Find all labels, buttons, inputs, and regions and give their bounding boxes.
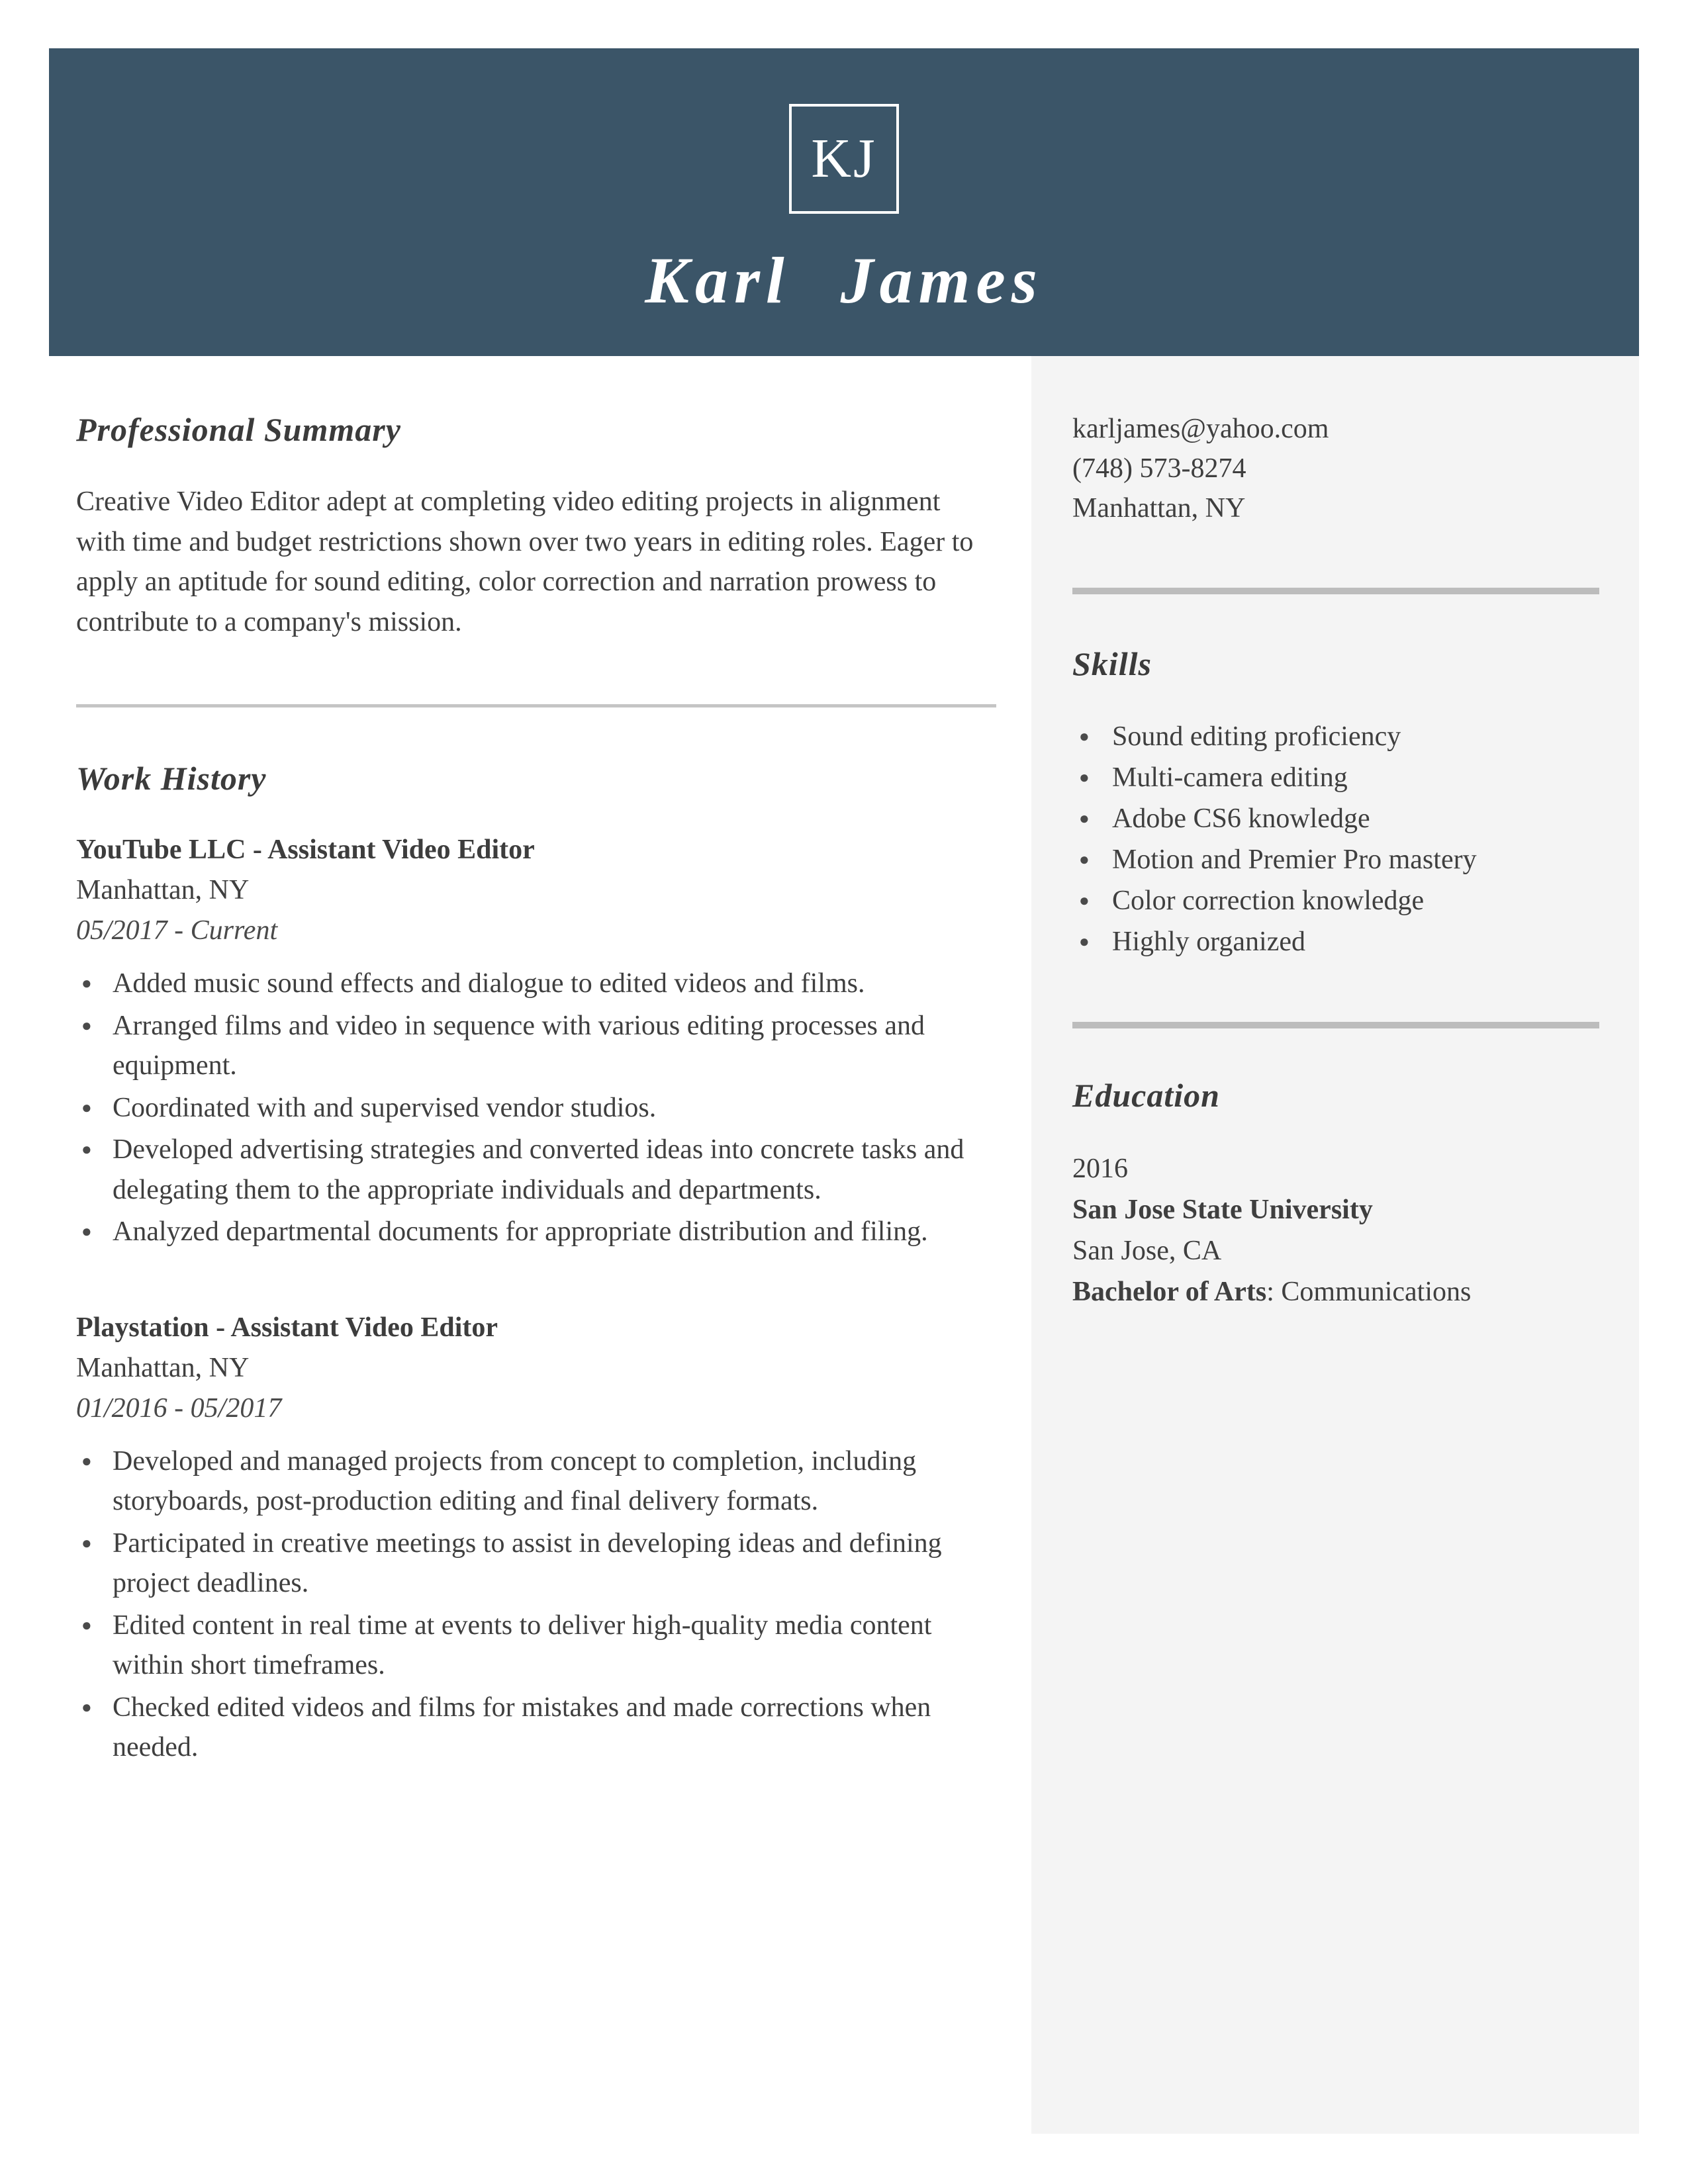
job-bullet: ● Added music sound effects and dialogue to edited videos and films. (76, 964, 996, 1004)
job-bullet: ● Participated in creative meetings to assist in developing ideas and defining project deadlines. (76, 1524, 996, 1604)
job-bullet: ● Checked edited videos and films for mistakes and made corrections when needed. (76, 1688, 996, 1768)
summary-text: Creative Video Editor adept at completing video editing projects in alignment with time and budget restrictions shown over two years in editing roles. Eager to apply an aptitude for sound editing, color correction and narration prowess to contribute to a company's mission. (76, 486, 974, 637)
job-entry-1 (76, 830, 996, 1252)
skill-item: ● Color correction knowledge (1072, 880, 1599, 921)
education-degree (1072, 1271, 1599, 1312)
monogram-box (789, 104, 899, 214)
summary-heading: Professional Summary (76, 411, 401, 448)
skill-item: ● Motion and Premier Pro mastery (1072, 839, 1599, 880)
job-bullet: ● Coordinated with and supervised vendor studios. (76, 1088, 996, 1128)
education-location: San Jose, CA (1072, 1236, 1222, 1266)
contact-block (1072, 409, 1599, 528)
job-bullet: ● Developed advertising strategies and converted ideas into concrete tasks and delegating them to the appropriate individuals and departments. (76, 1130, 996, 1210)
education-block (1072, 1148, 1599, 1312)
job-dates: 05/2017 - Current (76, 915, 278, 946)
job-entry-2 (76, 1308, 996, 1768)
education-degree-type: Bachelor of Arts (1072, 1277, 1267, 1307)
work-history-heading: Work History (76, 760, 267, 797)
contact-phone: (748) 573-8274 (1072, 453, 1246, 484)
skill-item: ● Highly organized (1072, 921, 1599, 962)
education-year: 2016 (1072, 1154, 1128, 1184)
sidebar-divider-1 (1072, 588, 1599, 594)
job-bullet: ● Arranged films and video in sequence with various editing processes and equipment. (76, 1006, 996, 1086)
main-column (76, 356, 996, 1770)
skills-list (1072, 716, 1599, 962)
candidate-name: Karl James (645, 244, 1043, 317)
job-bullet: ● Edited content in real time at events to deliver high-quality media content within short timeframes. (76, 1606, 996, 1686)
job-location: Manhattan, NY (76, 1352, 250, 1383)
job-duties-list (76, 964, 996, 1252)
job-bullet: ● Developed and managed projects from concept to completion, including storyboards, post-production editing and final delivery formats. (76, 1441, 996, 1522)
skill-item: ● Multi-camera editing (1072, 757, 1599, 798)
education-heading: Education (1072, 1077, 1220, 1114)
education-degree-major: : Communications (1266, 1277, 1472, 1307)
contact-sidebar (1031, 356, 1639, 2134)
skill-item: ● Adobe CS6 knowledge (1072, 798, 1599, 839)
job-dates: 01/2016 - 05/2017 (76, 1392, 282, 1424)
job-location: Manhattan, NY (76, 875, 250, 905)
job-duties-list (76, 1441, 996, 1768)
skills-heading: Skills (1072, 645, 1152, 682)
sidebar-divider-2 (1072, 1022, 1599, 1028)
monogram-initials: KJ (811, 128, 877, 189)
contact-location: Manhattan, NY (1072, 493, 1246, 523)
education-school: San Jose State University (1072, 1195, 1373, 1225)
job-bullet: ● Analyzed departmental documents for appropriate distribution and filing. (76, 1212, 996, 1252)
section-divider (76, 704, 996, 707)
contact-email: karljames@yahoo.com (1072, 414, 1329, 444)
header-banner (49, 48, 1639, 356)
job-title: Playstation - Assistant Video Editor (76, 1312, 498, 1343)
skill-item: ● Sound editing proficiency (1072, 716, 1599, 757)
job-title: YouTube LLC - Assistant Video Editor (76, 835, 535, 865)
